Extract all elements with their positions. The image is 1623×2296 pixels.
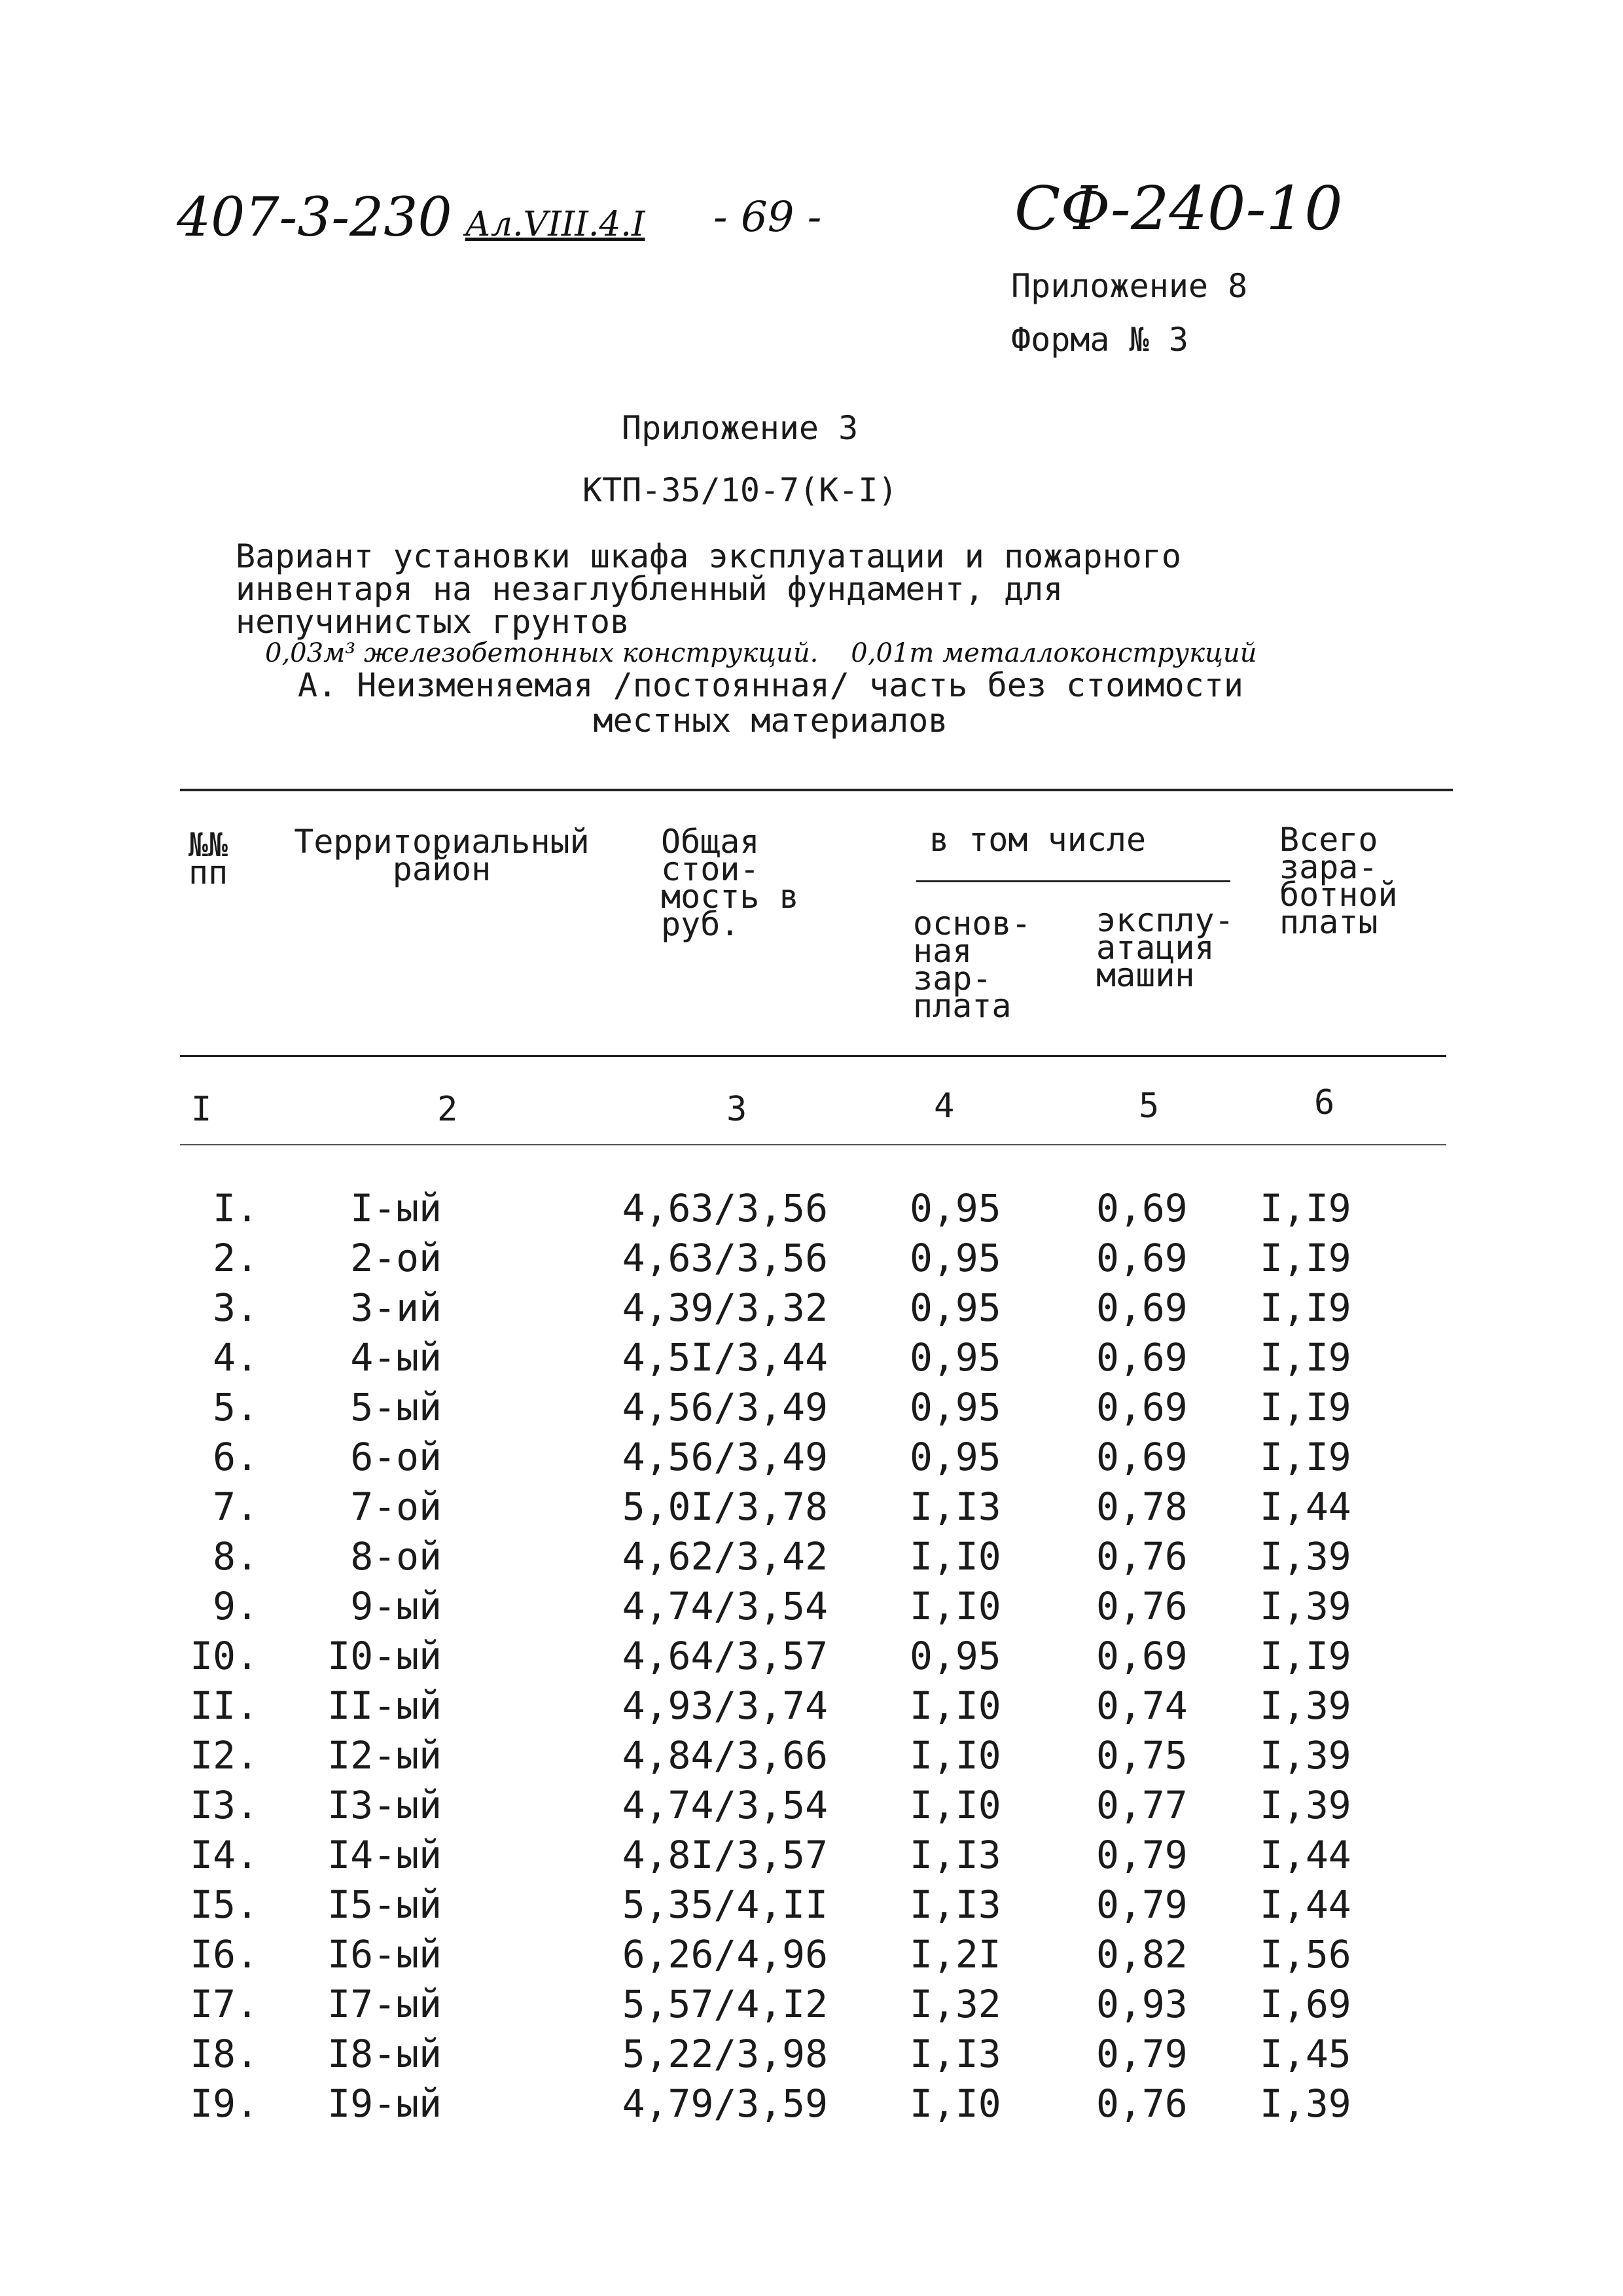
cell-machine-operation: 0,78 — [1096, 1484, 1188, 1529]
code-left-sub: Ал.VIII.4.I — [465, 205, 645, 244]
header-total-cost: Общая стои- мость в руб. — [661, 823, 799, 943]
description-line-1: Вариант установки шкафа эксплуатации и пожарного — [236, 537, 1181, 575]
cell-machine-operation: 0,79 — [1096, 1833, 1188, 1877]
cell-total-cost: 5,57/4,I2 — [622, 1982, 828, 2026]
cell-base-salary: 0,95 — [910, 1435, 1001, 1479]
cell-base-salary: I,I3 — [910, 1882, 1001, 1927]
cell-machine-operation: 0,75 — [1096, 1733, 1188, 1778]
table-header-rule — [180, 1055, 1446, 1057]
cell-total-wages: I,I9 — [1260, 1285, 1351, 1330]
cell-base-salary: 0,95 — [910, 1634, 1001, 1678]
cell-region: 6-ой — [350, 1435, 442, 1479]
table-row — [0, 2032, 1623, 2081]
cell-total-wages: I,39 — [1260, 1783, 1351, 1827]
cell-region: 4-ый — [350, 1335, 442, 1380]
header-territorial-region: Территориальный район — [294, 823, 590, 888]
cell-total-wages: I,39 — [1260, 1733, 1351, 1778]
cell-base-salary: 0,95 — [910, 1236, 1001, 1280]
header-including: в том числе — [929, 821, 1147, 859]
cell-base-salary: 0,95 — [910, 1285, 1001, 1330]
column-number-3: 3 — [726, 1090, 747, 1129]
cell-total-cost: 5,0I/3,78 — [622, 1484, 828, 1529]
table-row — [0, 1683, 1623, 1733]
cell-machine-operation: 0,69 — [1096, 1634, 1188, 1678]
table-row — [0, 2081, 1623, 2131]
table-row — [0, 1634, 1623, 1683]
cell-total-wages: I,I9 — [1260, 1435, 1351, 1479]
cell-row-number: I9. — [190, 2081, 259, 2126]
table-row — [0, 1335, 1623, 1385]
cell-machine-operation: 0,69 — [1096, 1236, 1188, 1280]
cell-total-wages: I,39 — [1260, 1683, 1351, 1728]
table-row — [0, 1584, 1623, 1634]
cell-region: 7-ой — [350, 1484, 442, 1529]
table-row — [0, 1783, 1623, 1833]
description-block — [236, 537, 1348, 641]
cell-region: I5-ый — [327, 1882, 442, 1927]
cell-machine-operation: 0,79 — [1096, 1882, 1188, 1927]
cell-base-salary: I,I0 — [910, 1683, 1001, 1728]
cell-total-cost: 4,63/3,56 — [622, 1186, 828, 1230]
cell-total-cost: 4,63/3,56 — [622, 1236, 828, 1280]
document-code-right: СФ-240-10 — [1014, 173, 1343, 243]
cell-base-salary: I,I3 — [910, 2032, 1001, 2076]
page-number: - 69 - — [713, 193, 822, 242]
cell-row-number: 5. — [213, 1385, 259, 1429]
table-row — [0, 1285, 1623, 1335]
table-row — [0, 1186, 1623, 1236]
cell-total-wages: I,44 — [1260, 1833, 1351, 1877]
table-row — [0, 1882, 1623, 1932]
cell-total-cost: 4,56/3,49 — [622, 1385, 828, 1429]
cell-total-cost: 4,93/3,74 — [622, 1683, 828, 1728]
column-number-1: I — [191, 1090, 212, 1129]
cell-total-cost: 4,8I/3,57 — [622, 1833, 828, 1877]
cell-machine-operation: 0,93 — [1096, 1982, 1188, 2026]
cell-region: 9-ый — [350, 1584, 442, 1628]
cell-region: I7-ый — [327, 1982, 442, 2026]
cell-machine-operation: 0,69 — [1096, 1435, 1188, 1479]
cell-row-number: I5. — [190, 1882, 259, 1927]
table-row — [0, 1982, 1623, 2032]
cell-region: I4-ый — [327, 1833, 442, 1877]
handwritten-note — [265, 638, 1257, 668]
table-row — [0, 1733, 1623, 1783]
document-code-left — [177, 187, 645, 249]
cell-total-wages: I,I9 — [1260, 1186, 1351, 1230]
cell-total-wages: I,69 — [1260, 1982, 1351, 2026]
cell-row-number: 9. — [213, 1584, 259, 1628]
cell-machine-operation: 0,79 — [1096, 2032, 1188, 2076]
cell-total-cost: 5,22/3,98 — [622, 2032, 828, 2076]
cell-base-salary: 0,95 — [910, 1186, 1001, 1230]
ktp-code-title: КТП-35/10-7(К-I) — [582, 471, 898, 509]
cell-total-wages: I,56 — [1260, 1932, 1351, 1977]
table-row — [0, 1435, 1623, 1484]
cell-total-cost: 4,39/3,32 — [622, 1285, 828, 1330]
cell-total-cost: 4,79/3,59 — [622, 2081, 828, 2126]
table-row — [0, 1932, 1623, 1982]
table-group-rule — [916, 880, 1230, 882]
code-left-main: 407-3-230 — [177, 187, 452, 249]
handwritten-note-metal: 0,01т металлоконструкций — [851, 638, 1257, 668]
description-line-2: инвентаря на незаглубленный фундамент, для — [236, 570, 1063, 608]
part-a-line-1: А. Неизменяемая /постоянная/ часть без стоимости — [298, 666, 1243, 704]
cell-base-salary: I,2I — [910, 1932, 1001, 1977]
cell-base-salary: I,32 — [910, 1982, 1001, 2026]
cell-total-cost: 4,62/3,42 — [622, 1534, 828, 1579]
cell-base-salary: 0,95 — [910, 1335, 1001, 1380]
cell-total-cost: 4,74/3,54 — [622, 1584, 828, 1628]
table-row — [0, 1833, 1623, 1882]
cell-total-wages: I,45 — [1260, 2032, 1351, 2076]
part-a-line-2: местных материалов — [593, 702, 948, 740]
table-row — [0, 1236, 1623, 1285]
header-machine-operation: эксплу- атация машин — [1096, 901, 1234, 994]
cell-base-salary: I,I0 — [910, 1534, 1001, 1579]
column-number-5: 5 — [1139, 1086, 1160, 1126]
cell-total-wages: I,39 — [1260, 1534, 1351, 1579]
cell-machine-operation: 0,77 — [1096, 1783, 1188, 1827]
cell-total-cost: 4,5I/3,44 — [622, 1335, 828, 1380]
cell-row-number: I8. — [190, 2032, 259, 2076]
cell-region: I-ый — [350, 1186, 442, 1230]
cell-total-wages: I,39 — [1260, 1584, 1351, 1628]
table-top-rule — [180, 789, 1453, 791]
cell-total-cost: 4,64/3,57 — [622, 1634, 828, 1678]
header-total-wages: Всего зара- ботной платы — [1279, 821, 1398, 941]
cell-row-number: II. — [190, 1683, 259, 1728]
cell-total-wages: I,I9 — [1260, 1385, 1351, 1429]
cell-row-number: 6. — [213, 1435, 259, 1479]
cell-base-salary: I,I0 — [910, 2081, 1001, 2126]
cell-region: I9-ый — [327, 2081, 442, 2126]
column-number-4: 4 — [934, 1086, 955, 1126]
cell-row-number: 4. — [213, 1335, 259, 1380]
table-row — [0, 1534, 1623, 1584]
cell-machine-operation: 0,69 — [1096, 1335, 1188, 1380]
cell-base-salary: I,I0 — [910, 1584, 1001, 1628]
cell-total-wages: I,I9 — [1260, 1335, 1351, 1380]
cell-region: I3-ый — [327, 1783, 442, 1827]
cell-total-cost: 4,74/3,54 — [622, 1783, 828, 1827]
cell-total-wages: I,44 — [1260, 1882, 1351, 1927]
cell-row-number: I4. — [190, 1833, 259, 1877]
cell-total-cost: 4,56/3,49 — [622, 1435, 828, 1479]
cell-machine-operation: 0,82 — [1096, 1932, 1188, 1977]
cell-region: I6-ый — [327, 1932, 442, 1977]
table-number-rule — [180, 1144, 1446, 1145]
cell-row-number: I0. — [190, 1634, 259, 1678]
cell-machine-operation: 0,76 — [1096, 1584, 1188, 1628]
cell-row-number: I6. — [190, 1932, 259, 1977]
cell-base-salary: I,I3 — [910, 1484, 1001, 1529]
cell-total-cost: 6,26/4,96 — [622, 1932, 828, 1977]
cell-region: 5-ый — [350, 1385, 442, 1429]
cell-total-wages: I,39 — [1260, 2081, 1351, 2126]
cell-total-wages: I,44 — [1260, 1484, 1351, 1529]
cell-machine-operation: 0,69 — [1096, 1285, 1188, 1330]
cell-machine-operation: 0,76 — [1096, 2081, 1188, 2126]
appendix-8-label: Приложение 8 — [1011, 267, 1248, 305]
cell-row-number: 3. — [213, 1285, 259, 1330]
cell-region: 3-ий — [350, 1285, 442, 1330]
cell-region: 2-ой — [350, 1236, 442, 1280]
cell-row-number: 7. — [213, 1484, 259, 1529]
column-number-2: 2 — [437, 1090, 458, 1129]
cell-row-number: I2. — [190, 1733, 259, 1778]
header-row-number: №№ пп — [188, 826, 228, 891]
cell-machine-operation: 0,76 — [1096, 1534, 1188, 1579]
cell-total-wages: I,I9 — [1260, 1634, 1351, 1678]
cell-region: I0-ый — [327, 1634, 442, 1678]
cell-base-salary: I,I0 — [910, 1733, 1001, 1778]
cell-row-number: I3. — [190, 1783, 259, 1827]
cell-machine-operation: 0,69 — [1096, 1186, 1188, 1230]
cell-row-number: I. — [213, 1186, 259, 1230]
description-line-3: непучинистых грунтов — [236, 603, 630, 641]
cell-region: I8-ый — [327, 2032, 442, 2076]
appendix-3-title: Приложение 3 — [622, 409, 859, 447]
cell-region: I2-ый — [327, 1733, 442, 1778]
cell-region: 8-ой — [350, 1534, 442, 1579]
cell-base-salary: I,I3 — [910, 1833, 1001, 1877]
handwritten-note-concrete: 0,03м³ железобетонных конструкций. — [265, 638, 819, 668]
header-base-salary: основ- ная зар- плата — [913, 905, 1031, 1025]
cell-machine-operation: 0,69 — [1096, 1385, 1188, 1429]
column-number-6: 6 — [1314, 1083, 1335, 1122]
table-row — [0, 1385, 1623, 1435]
cell-total-cost: 4,84/3,66 — [622, 1733, 828, 1778]
cell-row-number: I7. — [190, 1982, 259, 2026]
cell-base-salary: 0,95 — [910, 1385, 1001, 1429]
part-a-heading — [298, 668, 1243, 738]
cell-total-wages: I,I9 — [1260, 1236, 1351, 1280]
table-row — [0, 1484, 1623, 1534]
cell-total-cost: 5,35/4,II — [622, 1882, 828, 1927]
cell-machine-operation: 0,74 — [1096, 1683, 1188, 1728]
cell-base-salary: I,I0 — [910, 1783, 1001, 1827]
cell-region: II-ый — [327, 1683, 442, 1728]
cell-row-number: 2. — [213, 1236, 259, 1280]
cell-row-number: 8. — [213, 1534, 259, 1579]
form-number-label: Форма № 3 — [1011, 321, 1188, 359]
